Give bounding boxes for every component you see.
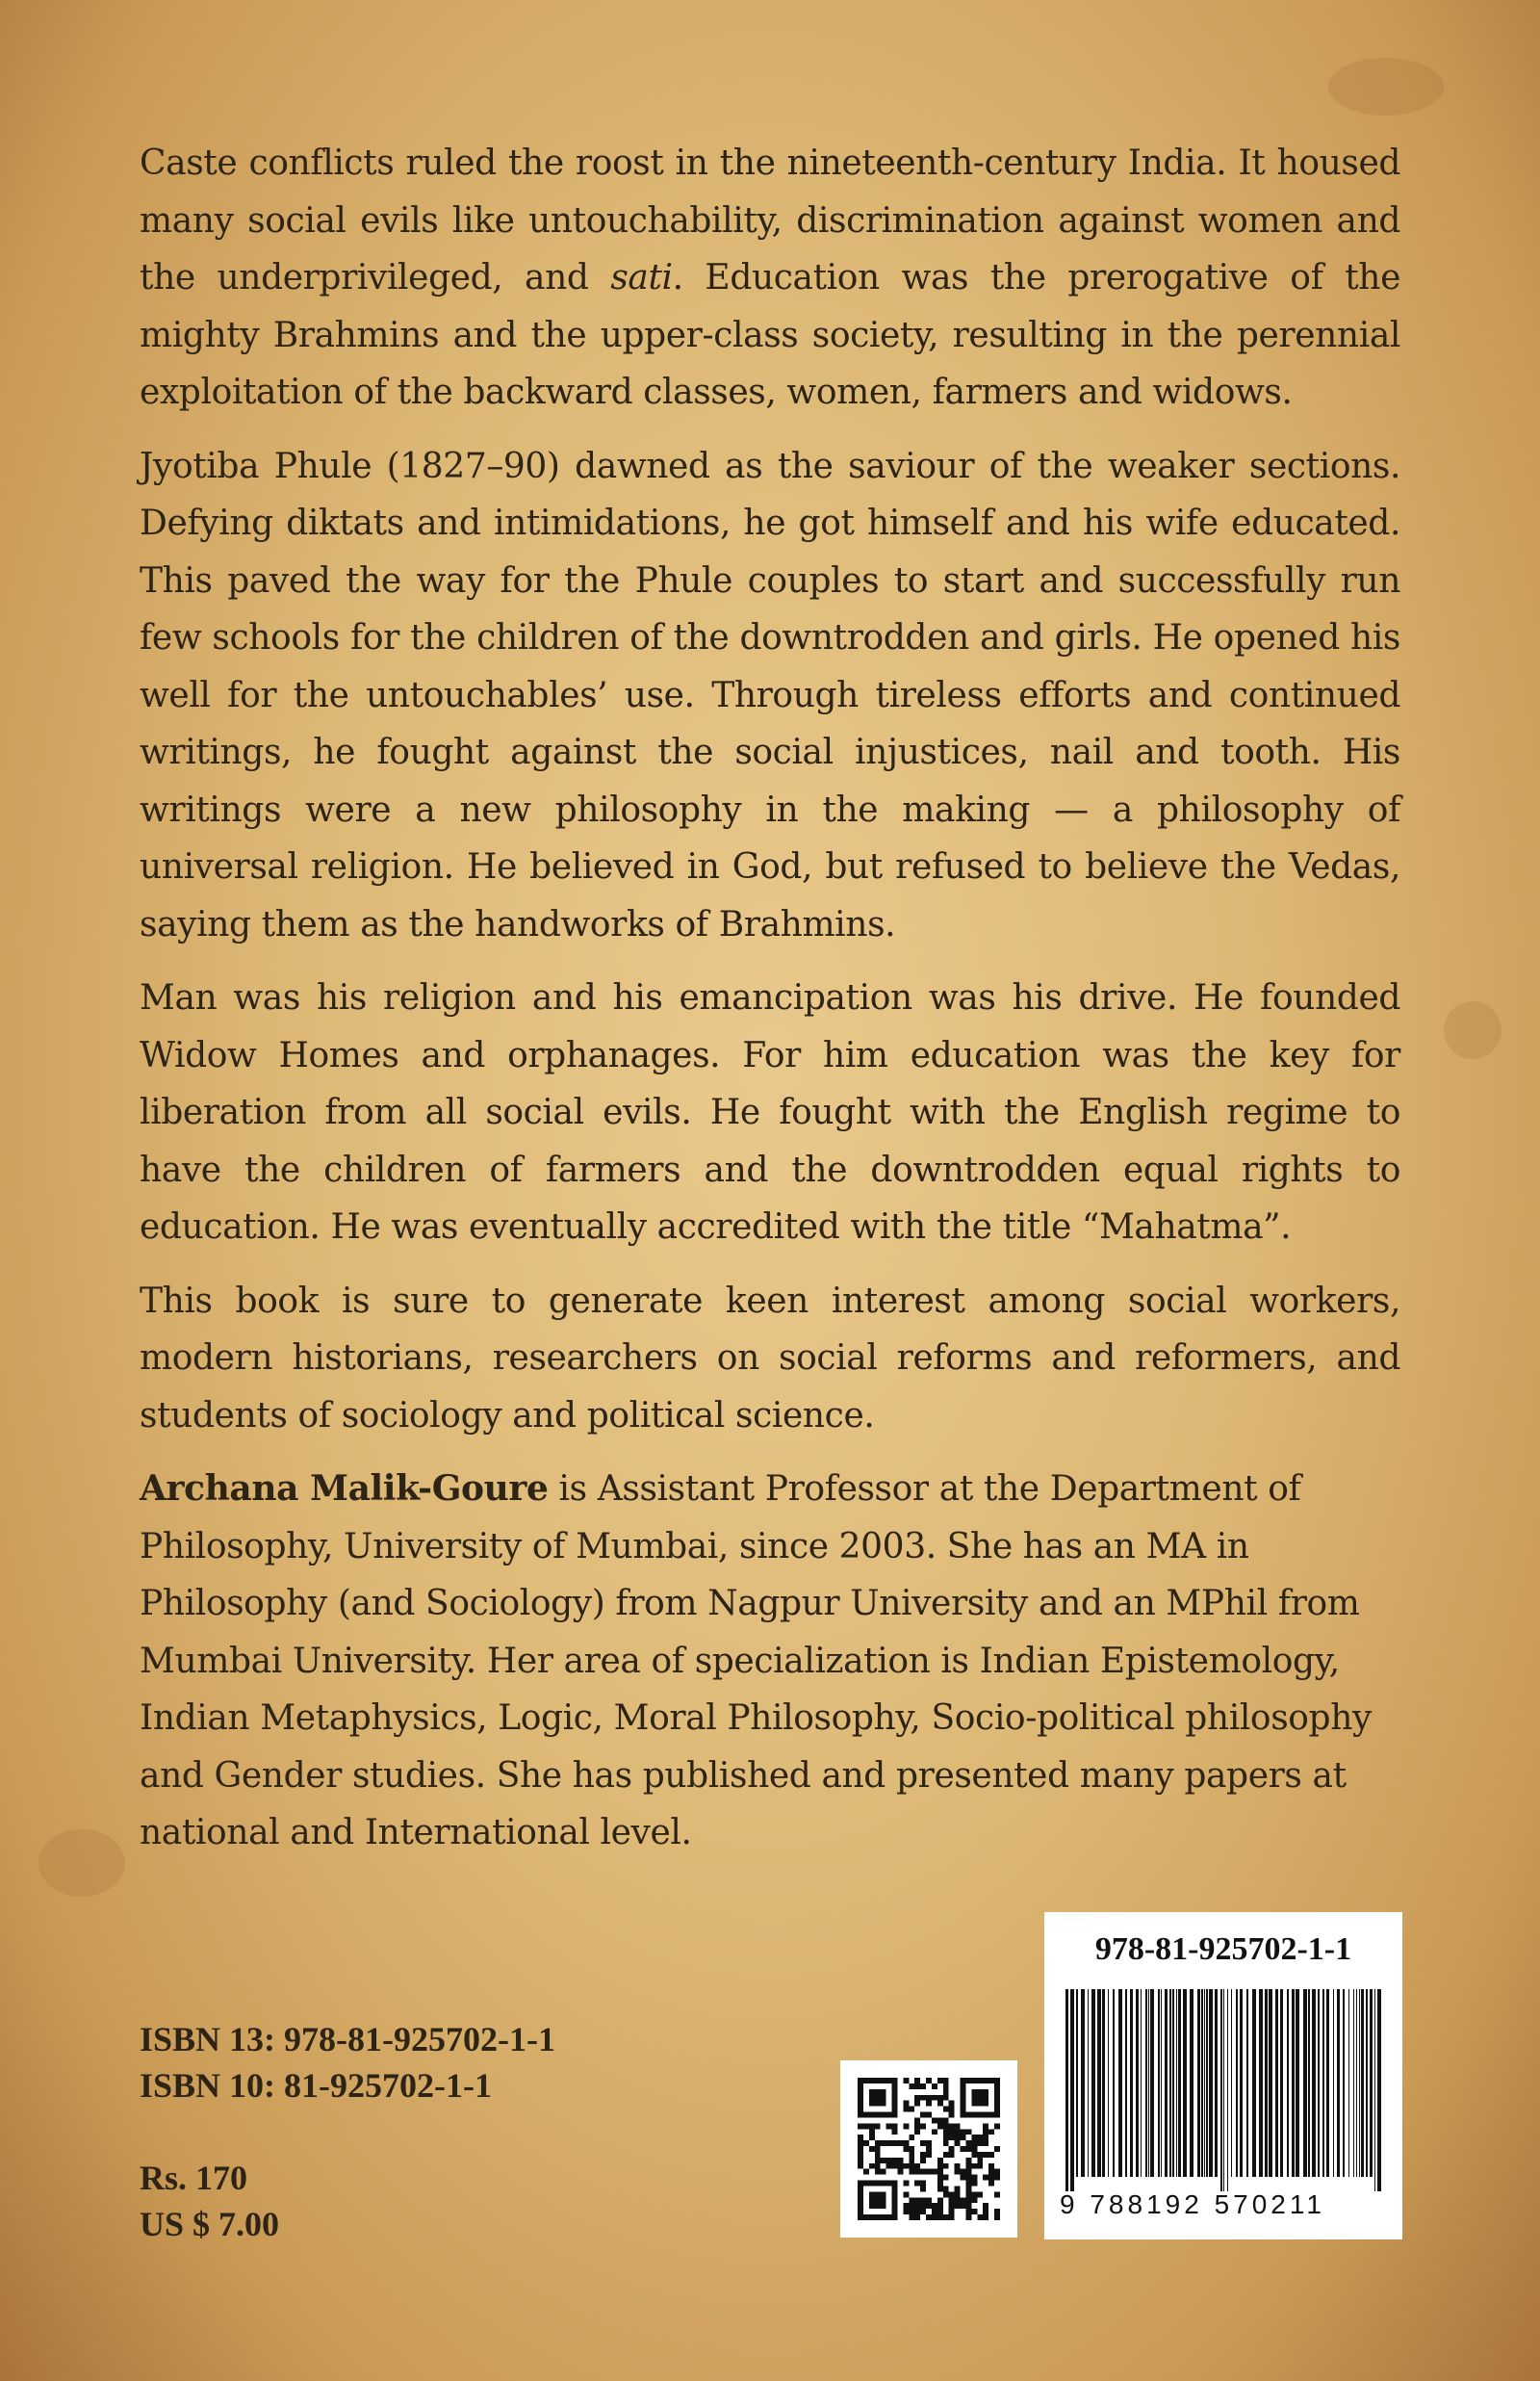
barcode-isbn-text: 978-81-925702-1-1 bbox=[1094, 1931, 1352, 1967]
isbn-block bbox=[140, 2016, 555, 2109]
qr-code bbox=[840, 2060, 1017, 2238]
blurb-paragraph-1 bbox=[140, 135, 1400, 422]
barcode-digits: 9 788192 570211 bbox=[1060, 2189, 1325, 2219]
barcode-bars bbox=[1060, 1989, 1387, 2191]
blurb-p1-emphasis: sati bbox=[610, 258, 673, 298]
back-cover-blurb bbox=[140, 135, 1400, 1878]
price-block bbox=[140, 2155, 279, 2247]
price-inr: Rs. 170 bbox=[140, 2159, 248, 2197]
blurb-paragraph-3: Man was his religion and his emancipation was his drive. He founded Widow Homes and orphanages. For him education was the key for liberation from all social evils. He fought with the English regime to have the children of farmers and the downtrodden equal rights to education. He was eventually accredited with the title “Mahatma”. bbox=[140, 978, 1400, 1247]
blurb-p1-text-b: . Education was the prerogative of the mighty Brahmins and the upper-class society, resulting in the perennial exploitation of the backward classes, women, farmers and widows. bbox=[140, 258, 1400, 412]
qr-code-graphic bbox=[858, 2078, 1000, 2220]
isbn-10: ISBN 10: 81-925702-1-1 bbox=[140, 2066, 492, 2105]
blurb-paragraph-4: This book is sure to generate keen interest among social workers, modern historians, researchers on social reforms and reformers, and students of sociology and political science. bbox=[140, 1281, 1400, 1436]
barcode-box bbox=[1044, 1912, 1402, 2239]
author-bio-text: is Assistant Professor at the Department of Philosophy, University of Mumbai, since 2003. She has an MA in Philosophy (and Sociology) from Nagpur University and an MPhil from Mumbai University. Her area of specialization is Indian Epistemology, Indian Metaphysics, Logic, Moral Philosophy, Socio-political philosophy and Gender studies. She has published and presented many papers at national and International level. bbox=[140, 1469, 1372, 1852]
blurb-p1-text-a: Caste conflicts ruled the roost in the nineteenth-century India. It housed many social evils like untouchability, discrimination against women and the underprivileged, and bbox=[140, 143, 1400, 298]
price-usd: US $ 7.00 bbox=[140, 2205, 280, 2243]
author-name: Archana Malik-Goure bbox=[140, 1468, 549, 1509]
blurb-paragraph-2: Jyotiba Phule (1827–90) dawned as the saviour of the weaker sections. Defying diktats and intimidations, he got himself and his wife educated. This paved the way for the Phule couples to start and successfully run few schools for the children of the downtrodden and girls. He opened his well for the untouchables’ use. Through tireless efforts and continued writings, he fought against the social injustices, nail and tooth. His writings were a new philosophy in the making — a philosophy of universal religion. He believed in God, but refused to believe the Vedas, saying them as the handworks of Brahmins. bbox=[140, 446, 1400, 945]
author-bio bbox=[140, 1461, 1400, 1862]
isbn-13: ISBN 13: 978-81-925702-1-1 bbox=[140, 2020, 555, 2058]
